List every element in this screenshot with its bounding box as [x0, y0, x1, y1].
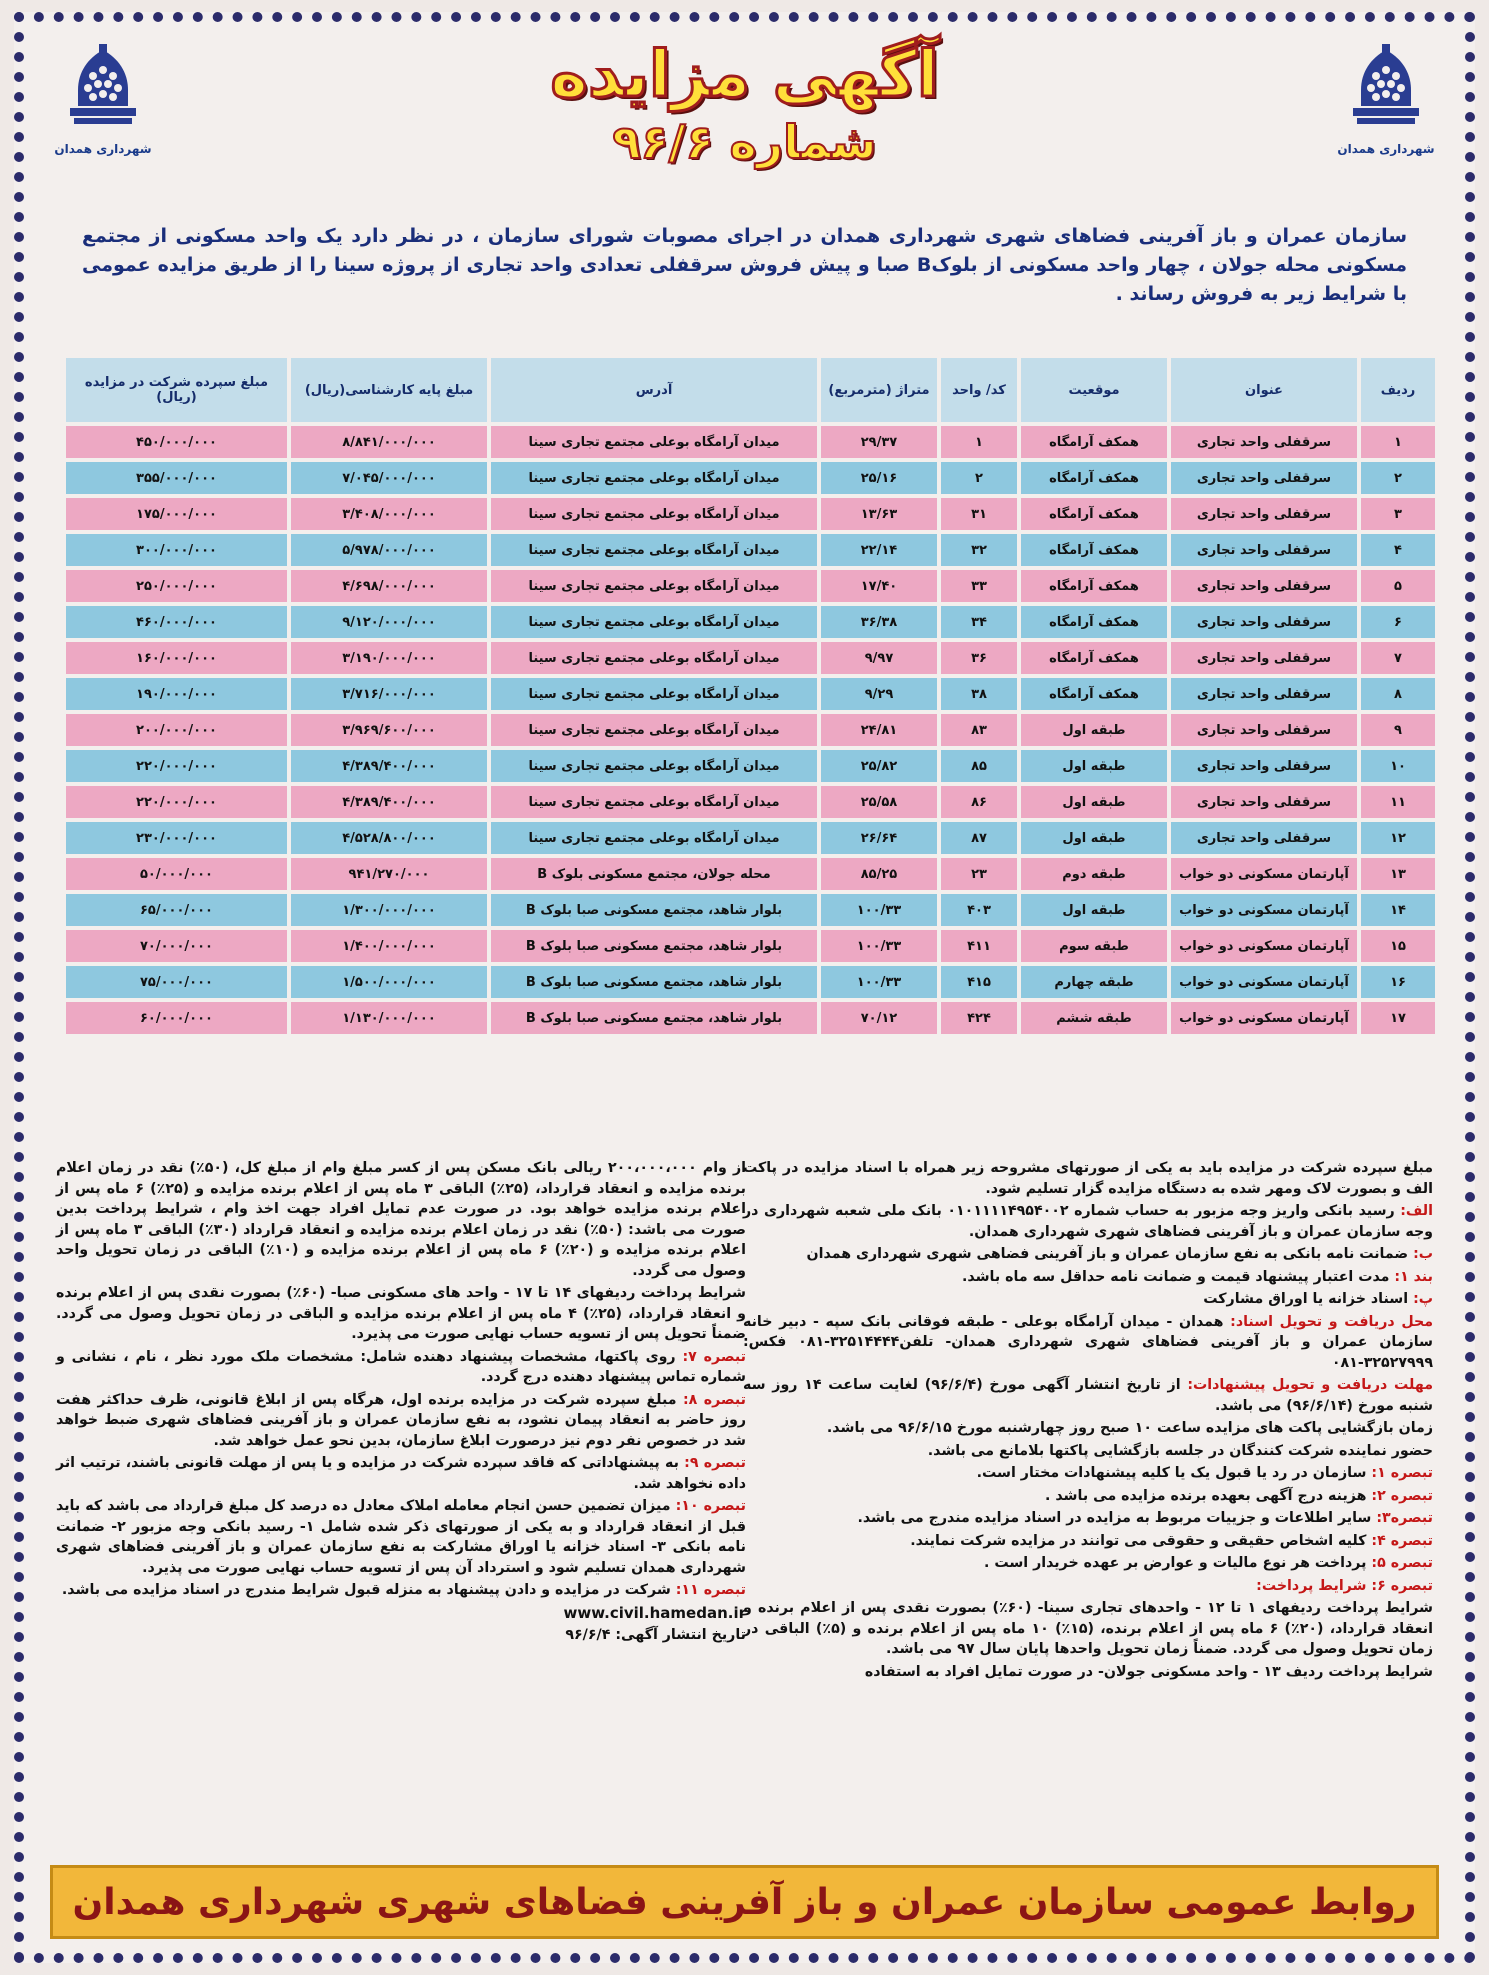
cell-base-price: ۷/۰۴۵/۰۰۰/۰۰۰ — [289, 460, 489, 496]
table-row — [64, 964, 1437, 1000]
cell-location: همکف آرامگاه — [1019, 568, 1169, 604]
condition-text: سازمان در رد یا قبول یک یا کلیه پیشنهادات مختار است. — [976, 1465, 1372, 1481]
cell-unit-code: ۳۸ — [939, 676, 1019, 712]
cell-unit-code: ۸۶ — [939, 784, 1019, 820]
cell-address: میدان آرامگاه بوعلی مجتمع تجاری سینا — [489, 784, 819, 820]
cell-title: سرقفلی واحد تجاری — [1169, 460, 1359, 496]
condition-text: از وام ۲۰۰،۰۰۰،۰۰۰ ریالی بانک مسکن پس از کسر مبلغ وام از مبلغ کل، (۵۰٪) نقد در زمان اعلام برنده مزایده و انعقاد قرارداد، (۲۵٪) الباقی ۳ ماه پس از اعلام برنده مزایده و (۲۵٪) ۶ ماه پس از اعلام برنده مزایده خواهد بود. در صورت عدم تمایل افراد جهت اخذ وام ، شرایط پرداخت بدین صورت می باشد: (۵۰٪) نقد در زمان اعلام برنده مزایده و انعقاد قرارداد (۳۰٪) الباقی ۳ ماه پس از اعلام برنده مزایده و (۲۰٪) ۶ ماه پس از اعلام برنده مزایده و (۱۰٪) الباقی در زمان تحویل واحد وصول می گردد. — [56, 1160, 746, 1279]
cell-title: سرقفلی واحد تجاری — [1169, 676, 1359, 712]
condition-text: شرایط پرداخت ردیفهای ۱ تا ۱۲ - واحدهای تجاری سینا- (۶۰٪) بصورت نقدی پس از اعلام برنده و انعقاد قرارداد، (۲۰٪) ۶ ماه پس از اعلام برنده، (۱۵٪) ۱۰ ماه پس از اعلام برنده و (۵٪) الباقی در زمان تحویل وصول می گردد. ضمناً زمان تحویل واحدها پایان سال ۹۷ می باشد. — [743, 1600, 1433, 1657]
cell-address: میدان آرامگاه بوعلی مجتمع تجاری سینا — [489, 748, 819, 784]
cell-area: ۲۹/۳۷ — [819, 424, 939, 460]
cell-unit-code: ۳۳ — [939, 568, 1019, 604]
table-row — [64, 460, 1437, 496]
cell-deposit: ۶۰/۰۰۰/۰۰۰ — [64, 1000, 289, 1036]
cell-title: سرقفلی واحد تجاری — [1169, 532, 1359, 568]
notice-number: شماره ۹۶/۶ — [612, 115, 877, 169]
conditions-right-column — [743, 1158, 1433, 1684]
cell-title: سرقفلی واحد تجاری — [1169, 640, 1359, 676]
condition-label: تبصره ۷: — [682, 1348, 746, 1365]
cell-address: میدان آرامگاه بوعلی مجتمع تجاری سینا — [489, 676, 819, 712]
cell-location: طبقه اول — [1019, 784, 1169, 820]
table-row — [64, 928, 1437, 964]
cell-title: سرقفلی واحد تجاری — [1169, 604, 1359, 640]
cell-deposit: ۱۶۰/۰۰۰/۰۰۰ — [64, 640, 289, 676]
cell-unit-code: ۳۶ — [939, 640, 1019, 676]
cell-title: سرقفلی واحد تجاری — [1169, 496, 1359, 532]
cell-row: ۷ — [1359, 640, 1437, 676]
municipality-logo-left — [48, 44, 158, 156]
cell-deposit: ۲۲۰/۰۰۰/۰۰۰ — [64, 748, 289, 784]
cell-area: ۲۵/۱۶ — [819, 460, 939, 496]
condition-text: ضمانت نامه بانکی به نفع سازمان عمران و باز آفرینی فضاهی شهری شهرداری همدان — [806, 1246, 1414, 1262]
condition-paragraph — [743, 1576, 1433, 1597]
cell-title: سرقفلی واحد تجاری — [1169, 568, 1359, 604]
col-header-unit-code: کد/ واحد — [939, 356, 1019, 424]
col-header-location: موقعیت — [1019, 356, 1169, 424]
condition-label: تبصره ۱: — [1371, 1465, 1433, 1481]
cell-deposit: ۷۰/۰۰۰/۰۰۰ — [64, 928, 289, 964]
notice-content — [42, 36, 1447, 1939]
website-link[interactable]: www.civil.hamedan.ir — [563, 1603, 746, 1622]
table-row — [64, 676, 1437, 712]
cell-area: ۸۵/۲۵ — [819, 856, 939, 892]
col-header-row: ردیف — [1359, 356, 1437, 424]
cell-base-price: ۹۴۱/۲۷۰/۰۰۰ — [289, 856, 489, 892]
cell-area: ۹/۹۷ — [819, 640, 939, 676]
condition-label: تبصره ۴: — [1371, 1532, 1433, 1549]
cell-location: همکف آرامگاه — [1019, 676, 1169, 712]
condition-text: همدان - میدان آرامگاه بوعلی - طبقه فوقانی بانک سپه - دبیر خانه سازمان عمران و باز آفرینی فضاهای شهری شهرداری همدان- تلفن۳۲۵۱۴۴۴۴-۰۸۱ فکس: ۳۲۵۲۷۹۹۹-۰۸۱ — [743, 1313, 1433, 1371]
logo-caption: شهرداری همدان — [54, 142, 152, 156]
cell-area: ۹/۲۹ — [819, 676, 939, 712]
cell-area: ۱۰۰/۳۳ — [819, 964, 939, 1000]
col-header-base-price: مبلغ پایه کارشناسی(ریال) — [289, 356, 489, 424]
cell-address: میدان آرامگاه بوعلی مجتمع تجاری سینا — [489, 424, 819, 460]
condition-paragraph — [743, 1201, 1433, 1242]
condition-text: شرایط پرداخت ردیف ۱۳ - واحد مسکونی جولان- در صورت تمایل افراد به استفاده — [864, 1663, 1433, 1680]
table-row — [64, 784, 1437, 820]
condition-paragraph — [56, 1158, 746, 1281]
table-row — [64, 856, 1437, 892]
table-row — [64, 892, 1437, 928]
condition-text: مدت اعتبار پیشنهاد قیمت و ضمانت نامه حداقل سه ماه باشد. — [962, 1268, 1395, 1285]
cell-deposit: ۲۰۰/۰۰۰/۰۰۰ — [64, 712, 289, 748]
condition-text: روی پاکتها، مشخصات پیشنهاد دهنده شامل: مشخصات ملک مورد نظر ، نام ، نشانی و شماره تماس پیشنهاد دهنده درج گردد. — [56, 1348, 746, 1385]
municipality-emblem-icon — [60, 44, 146, 140]
cell-deposit: ۴۶۰/۰۰۰/۰۰۰ — [64, 604, 289, 640]
condition-paragraph — [743, 1441, 1433, 1462]
cell-base-price: ۴/۶۹۸/۰۰۰/۰۰۰ — [289, 568, 489, 604]
cell-unit-code: ۱ — [939, 424, 1019, 460]
cell-base-price: ۳/۴۰۸/۰۰۰/۰۰۰ — [289, 496, 489, 532]
cell-row: ۱۵ — [1359, 928, 1437, 964]
condition-paragraph — [743, 1531, 1433, 1552]
col-header-title: عنوان — [1169, 356, 1359, 424]
cell-base-price: ۱/۳۰۰/۰۰۰/۰۰۰ — [289, 892, 489, 928]
cell-area: ۱۰۰/۳۳ — [819, 928, 939, 964]
condition-text: زمان بازگشایی پاکت های مزایده ساعت ۱۰ صبح روز چهارشنبه مورخ ۹۶/۶/۱۵ می باشد. — [826, 1420, 1433, 1436]
cell-deposit: ۶۵/۰۰۰/۰۰۰ — [64, 892, 289, 928]
cell-location: همکف آرامگاه — [1019, 460, 1169, 496]
condition-paragraph — [56, 1347, 746, 1388]
cell-address: میدان آرامگاه بوعلی مجتمع تجاری سینا — [489, 532, 819, 568]
cell-unit-code: ۸۳ — [939, 712, 1019, 748]
col-header-area: متراژ (مترمربع) — [819, 356, 939, 424]
cell-row: ۱۳ — [1359, 856, 1437, 892]
condition-label: ب: — [1413, 1246, 1433, 1262]
condition-label: بند ۱: — [1394, 1268, 1433, 1285]
cell-title: آپارتمان مسکونی دو خواب — [1169, 856, 1359, 892]
condition-paragraph — [56, 1283, 746, 1345]
cell-row: ۸ — [1359, 676, 1437, 712]
cell-address: میدان آرامگاه بوعلی مجتمع تجاری سینا — [489, 496, 819, 532]
cell-address: میدان آرامگاه بوعلی مجتمع تجاری سینا — [489, 640, 819, 676]
cell-base-price: ۴/۳۸۹/۴۰۰/۰۰۰ — [289, 784, 489, 820]
cell-address: میدان آرامگاه بوعلی مجتمع تجاری سینا — [489, 568, 819, 604]
condition-label: تبصره ۵: — [1371, 1555, 1433, 1571]
cell-area: ۲۵/۵۸ — [819, 784, 939, 820]
condition-text: کلیه اشخاص حقیقی و حقوقی می توانند در مزایده شرکت نمایند. — [910, 1532, 1372, 1549]
cell-location: طبقه اول — [1019, 748, 1169, 784]
condition-text: مبلغ سپرده شرکت در مزایده باید به یکی از صورتهای مشروحه زیر همراه با اسناد مزایده در پاکت الف و بصورت لاک ومهر شده به دستگاه مزایده گزار تسلیم شود. — [743, 1160, 1433, 1197]
cell-row: ۱۴ — [1359, 892, 1437, 928]
cell-unit-code: ۴۲۴ — [939, 1000, 1019, 1036]
notice-title-block — [422, 36, 1067, 170]
table-row — [64, 820, 1437, 856]
cell-title: آپارتمان مسکونی دو خواب — [1169, 964, 1359, 1000]
condition-paragraph — [56, 1580, 746, 1601]
cell-address: بلوار شاهد، مجتمع مسکونی صبا بلوک B — [489, 928, 819, 964]
cell-area: ۱۷/۴۰ — [819, 568, 939, 604]
cell-area: ۱۳/۶۳ — [819, 496, 939, 532]
condition-text: پرداخت هر نوع مالیات و عوارض بر عهده خریدار است . — [983, 1555, 1372, 1571]
cell-base-price: ۸/۸۴۱/۰۰۰/۰۰۰ — [289, 424, 489, 460]
condition-paragraph — [743, 1312, 1433, 1374]
cell-deposit: ۴۵۰/۰۰۰/۰۰۰ — [64, 424, 289, 460]
cell-unit-code: ۳۴ — [939, 604, 1019, 640]
condition-label: تبصره ۶: شرایط پرداخت: — [1256, 1577, 1433, 1594]
cell-location: همکف آرامگاه — [1019, 604, 1169, 640]
cell-base-price: ۳/۹۶۹/۶۰۰/۰۰۰ — [289, 712, 489, 748]
notice-title: آگهی مزایده — [550, 38, 939, 112]
cell-row: ۱۶ — [1359, 964, 1437, 1000]
cell-base-price: ۱/۱۳۰/۰۰۰/۰۰۰ — [289, 1000, 489, 1036]
cell-row: ۱۰ — [1359, 748, 1437, 784]
cell-deposit: ۲۳۰/۰۰۰/۰۰۰ — [64, 820, 289, 856]
condition-paragraph — [743, 1508, 1433, 1529]
condition-paragraph — [743, 1598, 1433, 1660]
cell-location: همکف آرامگاه — [1019, 424, 1169, 460]
cell-row: ۱۱ — [1359, 784, 1437, 820]
condition-text: به پیشنهاداتی که فاقد سپرده شرکت در مزایده و یا پس از مهلت قانونی باشند، ترتیب اثر داده نخواهد شد. — [56, 1455, 746, 1492]
condition-paragraph — [743, 1463, 1433, 1484]
condition-paragraph — [743, 1375, 1433, 1416]
condition-text: شرایط پرداخت ردیفهای ۱۴ تا ۱۷ - واحد های مسکونی صبا- (۶۰٪) بصورت نقدی پس از اعلام برنده و انعقاد قرارداد، (۲۵٪) ۴ ماه پس از اعلام برنده مزایده و الباقی در زمان تحویل وصول می گردد. ضمناً تحویل پس از تسویه حساب نهایی صورت می پذیرد. — [56, 1285, 746, 1342]
col-header-address: آدرس — [489, 356, 819, 424]
logo-caption: شهرداری همدان — [1337, 142, 1435, 156]
table-row — [64, 604, 1437, 640]
condition-paragraph — [743, 1418, 1433, 1439]
condition-text: اسناد خزانه یا اوراق مشارکت — [1203, 1291, 1414, 1307]
cell-unit-code: ۴۰۳ — [939, 892, 1019, 928]
condition-paragraph — [56, 1453, 746, 1494]
cell-deposit: ۳۵۵/۰۰۰/۰۰۰ — [64, 460, 289, 496]
cell-title: سرقفلی واحد تجاری — [1169, 820, 1359, 856]
cell-base-price: ۳/۱۹۰/۰۰۰/۰۰۰ — [289, 640, 489, 676]
cell-unit-code: ۴۱۱ — [939, 928, 1019, 964]
condition-label: تبصره ۹: — [684, 1455, 746, 1471]
condition-label: پ: — [1413, 1291, 1433, 1307]
cell-area: ۷۰/۱۲ — [819, 1000, 939, 1036]
condition-paragraph — [743, 1244, 1433, 1265]
condition-paragraph — [56, 1390, 746, 1452]
condition-text: مبلغ سپرده شرکت در مزایده برنده اول، هرگاه پس از ابلاغ قانونی، ظرف حداکثر هفت روز حاضر به انعقاد پیمان نشود، به نفع سازمان عمران و باز آفرینی فضاهای شهری ضبط خواهد شد در خصوص نفر دوم نیز درصورت ابلاغ سازمان، بدین نحو عمل خواهد شد. — [56, 1391, 746, 1449]
table-header-row — [64, 356, 1437, 424]
cell-title: سرقفلی واحد تجاری — [1169, 424, 1359, 460]
cell-address: بلوار شاهد، مجتمع مسکونی صبا بلوک B — [489, 892, 819, 928]
condition-paragraph — [743, 1486, 1433, 1507]
cell-row: ۴ — [1359, 532, 1437, 568]
condition-paragraph — [743, 1267, 1433, 1288]
cell-location: همکف آرامگاه — [1019, 496, 1169, 532]
cell-area: ۲۲/۱۴ — [819, 532, 939, 568]
cell-deposit: ۱۷۵/۰۰۰/۰۰۰ — [64, 496, 289, 532]
condition-label: تبصره ۲: — [1371, 1487, 1433, 1504]
cell-base-price: ۹/۱۲۰/۰۰۰/۰۰۰ — [289, 604, 489, 640]
condition-text: رسید بانکی واریز وجه مزبور به حساب شماره ۰۱۰۱۱۱۱۴۹۵۴۰۰۲ بانک ملی شعبه شهرداری در وجه سازمان عمران و باز آفرینی فضاهای شهری شهرداری همدان. — [743, 1203, 1433, 1240]
condition-paragraph — [743, 1289, 1433, 1310]
notice-sheet — [14, 12, 1475, 1963]
cell-location: طبقه اول — [1019, 712, 1169, 748]
cell-title: سرقفلی واحد تجاری — [1169, 712, 1359, 748]
condition-text: هزینه درج آگهی بعهده برنده مزایده می باشد . — [1045, 1487, 1372, 1504]
cell-unit-code: ۲۳ — [939, 856, 1019, 892]
cell-deposit: ۱۹۰/۰۰۰/۰۰۰ — [64, 676, 289, 712]
cell-base-price: ۵/۹۷۸/۰۰۰/۰۰۰ — [289, 532, 489, 568]
table-row — [64, 1000, 1437, 1036]
cell-location: همکف آرامگاه — [1019, 532, 1169, 568]
condition-text: سایر اطلاعات و جزییات مربوط به مزایده در اسناد مزایده مندرج می باشد. — [857, 1510, 1377, 1526]
cell-address: میدان آرامگاه بوعلی مجتمع تجاری سینا — [489, 460, 819, 496]
cell-area: ۲۵/۸۲ — [819, 748, 939, 784]
cell-deposit: ۵۰/۰۰۰/۰۰۰ — [64, 856, 289, 892]
condition-label: مهلت دریافت و تحویل پیشنهادات: — [1187, 1377, 1434, 1393]
condition-label: تبصره ۱۰: — [675, 1498, 746, 1514]
condition-label: تبصره ۱۱: — [675, 1582, 746, 1598]
cell-row: ۱۲ — [1359, 820, 1437, 856]
table-row — [64, 748, 1437, 784]
table-row — [64, 424, 1437, 460]
col-header-deposit: مبلغ سپرده شرکت در مزایده (ریال) — [64, 356, 289, 424]
cell-row: ۶ — [1359, 604, 1437, 640]
auction-table — [62, 354, 1439, 1038]
condition-paragraph — [56, 1496, 746, 1578]
cell-base-price: ۱/۵۰۰/۰۰۰/۰۰۰ — [289, 964, 489, 1000]
condition-paragraph — [743, 1662, 1433, 1683]
cell-location: طبقه اول — [1019, 892, 1169, 928]
cell-base-price: ۴/۳۸۹/۴۰۰/۰۰۰ — [289, 748, 489, 784]
cell-address: میدان آرامگاه بوعلی مجتمع تجاری سینا — [489, 820, 819, 856]
condition-text: شرکت در مزایده و دادن پیشنهاد به منزله قبول شرایط مندرج در اسناد مزایده می باشد. — [61, 1582, 676, 1598]
cell-address: میدان آرامگاه بوعلی مجتمع تجاری سینا — [489, 604, 819, 640]
condition-label: محل دریافت و تحویل اسناد: — [1230, 1313, 1433, 1330]
cell-deposit: ۲۵۰/۰۰۰/۰۰۰ — [64, 568, 289, 604]
cell-area: ۲۶/۶۴ — [819, 820, 939, 856]
cell-row: ۹ — [1359, 712, 1437, 748]
cell-unit-code: ۳۱ — [939, 496, 1019, 532]
table-row — [64, 640, 1437, 676]
cell-title: آپارتمان مسکونی دو خواب — [1169, 892, 1359, 928]
cell-location: همکف آرامگاه — [1019, 640, 1169, 676]
cell-row: ۱ — [1359, 424, 1437, 460]
cell-title: آپارتمان مسکونی دو خواب — [1169, 1000, 1359, 1036]
cell-deposit: ۳۰۰/۰۰۰/۰۰۰ — [64, 532, 289, 568]
cell-location: طبقه اول — [1019, 820, 1169, 856]
cell-row: ۱۷ — [1359, 1000, 1437, 1036]
cell-area: ۲۴/۸۱ — [819, 712, 939, 748]
condition-label: الف: — [1400, 1203, 1433, 1219]
condition-paragraph — [743, 1158, 1433, 1199]
municipality-logo-right — [1331, 44, 1441, 156]
condition-text: حضور نماینده شرکت کنندگان در جلسه بازگشایی پاکتها بلامانع می باشد. — [927, 1442, 1433, 1459]
cell-base-price: ۳/۷۱۶/۰۰۰/۰۰۰ — [289, 676, 489, 712]
publish-date: تاریخ انتشار آگهی: ۹۶/۶/۴ — [565, 1627, 746, 1643]
condition-label: تبصره۳: — [1376, 1510, 1433, 1526]
cell-unit-code: ۳۲ — [939, 532, 1019, 568]
cell-location: طبقه ششم — [1019, 1000, 1169, 1036]
cell-address: بلوار شاهد، مجتمع مسکونی صبا بلوک B — [489, 964, 819, 1000]
table-row — [64, 532, 1437, 568]
cell-unit-code: ۸۵ — [939, 748, 1019, 784]
conditions-section — [56, 1158, 1433, 1768]
cell-area: ۱۰۰/۳۳ — [819, 892, 939, 928]
municipality-emblem-icon — [1343, 44, 1429, 140]
condition-label: تبصره ۸: — [682, 1391, 746, 1408]
conditions-left-column — [56, 1158, 746, 1648]
cell-address: میدان آرامگاه بوعلی مجتمع تجاری سینا — [489, 712, 819, 748]
cell-row: ۳ — [1359, 496, 1437, 532]
table-row — [64, 712, 1437, 748]
cell-address: بلوار شاهد، مجتمع مسکونی صبا بلوک B — [489, 1000, 819, 1036]
cell-title: سرقفلی واحد تجاری — [1169, 748, 1359, 784]
cell-unit-code: ۲ — [939, 460, 1019, 496]
cell-area: ۳۶/۳۸ — [819, 604, 939, 640]
cell-deposit: ۷۵/۰۰۰/۰۰۰ — [64, 964, 289, 1000]
cell-title: سرقفلی واحد تجاری — [1169, 784, 1359, 820]
condition-paragraph — [743, 1553, 1433, 1574]
footer-text: روابط عمومی سازمان عمران و باز آفرینی فضاهای شهری شهرداری همدان — [72, 1881, 1417, 1923]
cell-address: محله جولان، مجتمع مسکونی بلوک B — [489, 856, 819, 892]
table-row — [64, 496, 1437, 532]
cell-base-price: ۱/۴۰۰/۰۰۰/۰۰۰ — [289, 928, 489, 964]
cell-deposit: ۲۲۰/۰۰۰/۰۰۰ — [64, 784, 289, 820]
cell-unit-code: ۸۷ — [939, 820, 1019, 856]
intro-paragraph: سازمان عمران و باز آفرینی فضاهای شهری شهرداری همدان در اجرای مصوبات شورای سازمان ، در نظر دارد یک واحد مسکونی از مجتمع مسکونی محله جولان ، چهار واحد مسکونی از بلوکB صبا و پیش فروش سرقفلی تعدادی واحد تجاری از پروژه سینا را از طریق مزایده عمومی با شرایط زیر به فروش رساند . — [82, 225, 1407, 305]
cell-location: طبقه چهارم — [1019, 964, 1169, 1000]
cell-title: آپارتمان مسکونی دو خواب — [1169, 928, 1359, 964]
cell-unit-code: ۴۱۵ — [939, 964, 1019, 1000]
condition-text: میزان تضمین حسن انجام معامله املاک معادل ده درصد کل مبلغ قرارداد می باشد که باید قبل از انعقاد قرارداد و به یکی از صورتهای ذکر شده شامل ۱- رسید بانکی وجه مزبور ۲- ضمانت نامه بانکی ۳- اسناد خزانه یا اوراق مشارکت به نفع سازمان عمران و باز آفرینی فضاهای شهری شهرداری همدان تسلیم شود و استرداد آن پس از تسویه حساب نهایی صورت می پذیرد. — [56, 1498, 747, 1576]
cell-location: طبقه سوم — [1019, 928, 1169, 964]
cell-row: ۲ — [1359, 460, 1437, 496]
cell-location: طبقه دوم — [1019, 856, 1169, 892]
cell-base-price: ۴/۵۲۸/۸۰۰/۰۰۰ — [289, 820, 489, 856]
condition-text: از تاریخ انتشار آگهی مورخ (۹۶/۶/۴) لغایت ساعت ۱۴ روز سه شنبه مورخ (۹۶/۶/۱۴) می باشد. — [743, 1377, 1433, 1414]
table-row — [64, 568, 1437, 604]
cell-row: ۵ — [1359, 568, 1437, 604]
footer-banner — [50, 1865, 1439, 1939]
